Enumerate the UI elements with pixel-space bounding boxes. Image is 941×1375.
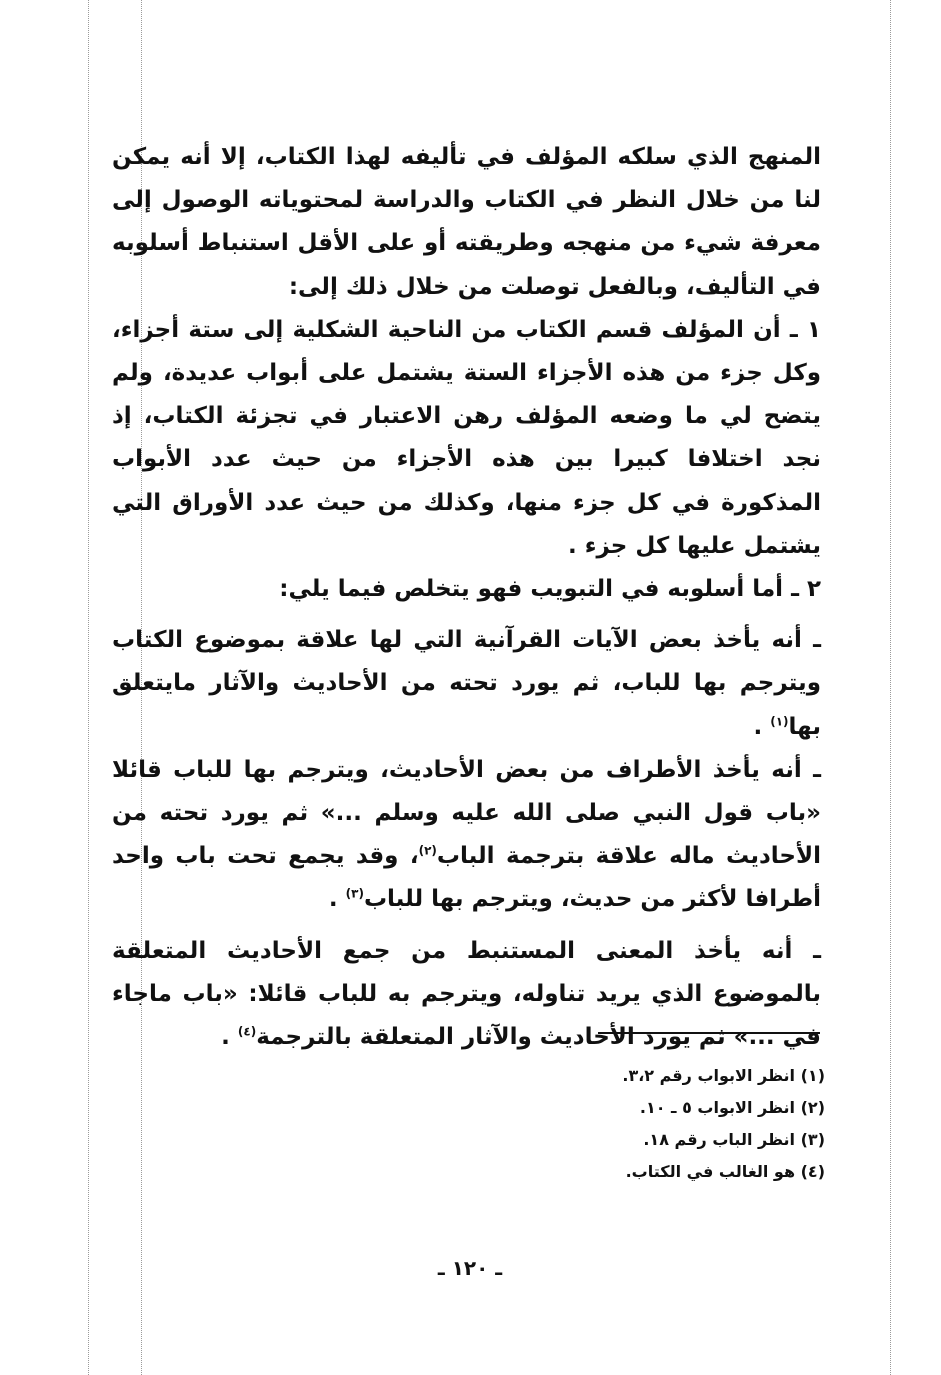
footnote-2: (٢) انظر الابواب ٥ ـ ١٠. xyxy=(639,1098,825,1117)
paragraph-point-1: ١ ـ أن المؤلف قسم الكتاب من الناحية الشكلية إلى ستة أجزاء، وكل جزء من هذه الأجزاء الستة يشتمل على أبواب عديدة، ولم يتضح لي ما وضعه المؤلف رهن الاعتبار في تجزئة الكتاب، إذ نجد اختلافا كبيرا بين هذه الأجزاء من حيث عدد الأبواب المذكورة في كل جزء منها، وكذلك من حيث عدد الأوراق التي يشتمل عليها كل جزء . xyxy=(112,316,821,559)
footnote-ref: (٢) xyxy=(418,843,437,858)
page-number: ـ ١٢٠ ـ xyxy=(437,1256,503,1280)
paragraph-intro: المنهج الذي سلكه المؤلف في تأليفه لهذا الكتاب، إلا أنه يمكن لنا من خلال النظر في الكتاب والدراسة لمحتوياته الوصول إلى معرفة شيء من منهجه وطريقته أو على الأقل استنباط أسلوبه في التأليف، وبالفعل توصلت من خلال ذلك إلى: xyxy=(112,144,821,300)
footnote-ref: (١) xyxy=(770,713,789,728)
footnotes xyxy=(470,1060,825,1188)
footnote-3: (٣) انظر الباب رقم ١٨. xyxy=(643,1130,825,1149)
bullet-item-1: ـ أنه يأخذ بعض الآيات القرآنية التي لها علاقة بموضوع الكتاب ويترجم بها للباب، ثم يورد تحته من الأحاديث والآثار مايتعلق بها$^{(١)}$ . xyxy=(112,627,821,740)
footnote-ref: (٤) xyxy=(237,1024,257,1039)
footnote-separator xyxy=(598,1032,820,1034)
footnote-ref: (٣) xyxy=(345,886,364,901)
bullet-item-3: ـ أنه يأخذ المعنى المستنبط من جمع الأحاديث المتعلقة بالموضوع الذي يريد تناوله، ويترجم به للباب قائلا: «باب ماجاء في ...» ثم يورد الأحاديث والآثار المتعلقة بالترجمة$^{(٤)}$ . xyxy=(112,937,821,1051)
body-text xyxy=(112,136,821,1059)
bullet-item-2: ـ أنه يأخذ الأطراف من بعض الأحاديث، ويترجم بها للباب قائلا «باب قول النبي صلى الله عليه وسلم ...» ثم يورد تحته من الأحاديث ماله علاقة بترجمة الباب$^{(٢)}$، وقد يجمع تحت باب واحد أطرافا لأكثر من حديث، ويترجم بها للباب$^{(٣)}$ . xyxy=(112,756,822,913)
scan-dotted-line xyxy=(88,0,89,1375)
footnote-4: (٤) هو الغالب في الكتاب. xyxy=(625,1162,825,1181)
paragraph-point-2: ٢ ـ أما أسلوبه في التبويب فهو يتخلص فيما يلي: xyxy=(279,576,821,603)
footnote-1: (١) انظر الابواب رقم ٣،٢. xyxy=(622,1066,825,1085)
scan-dotted-line xyxy=(890,0,891,1375)
